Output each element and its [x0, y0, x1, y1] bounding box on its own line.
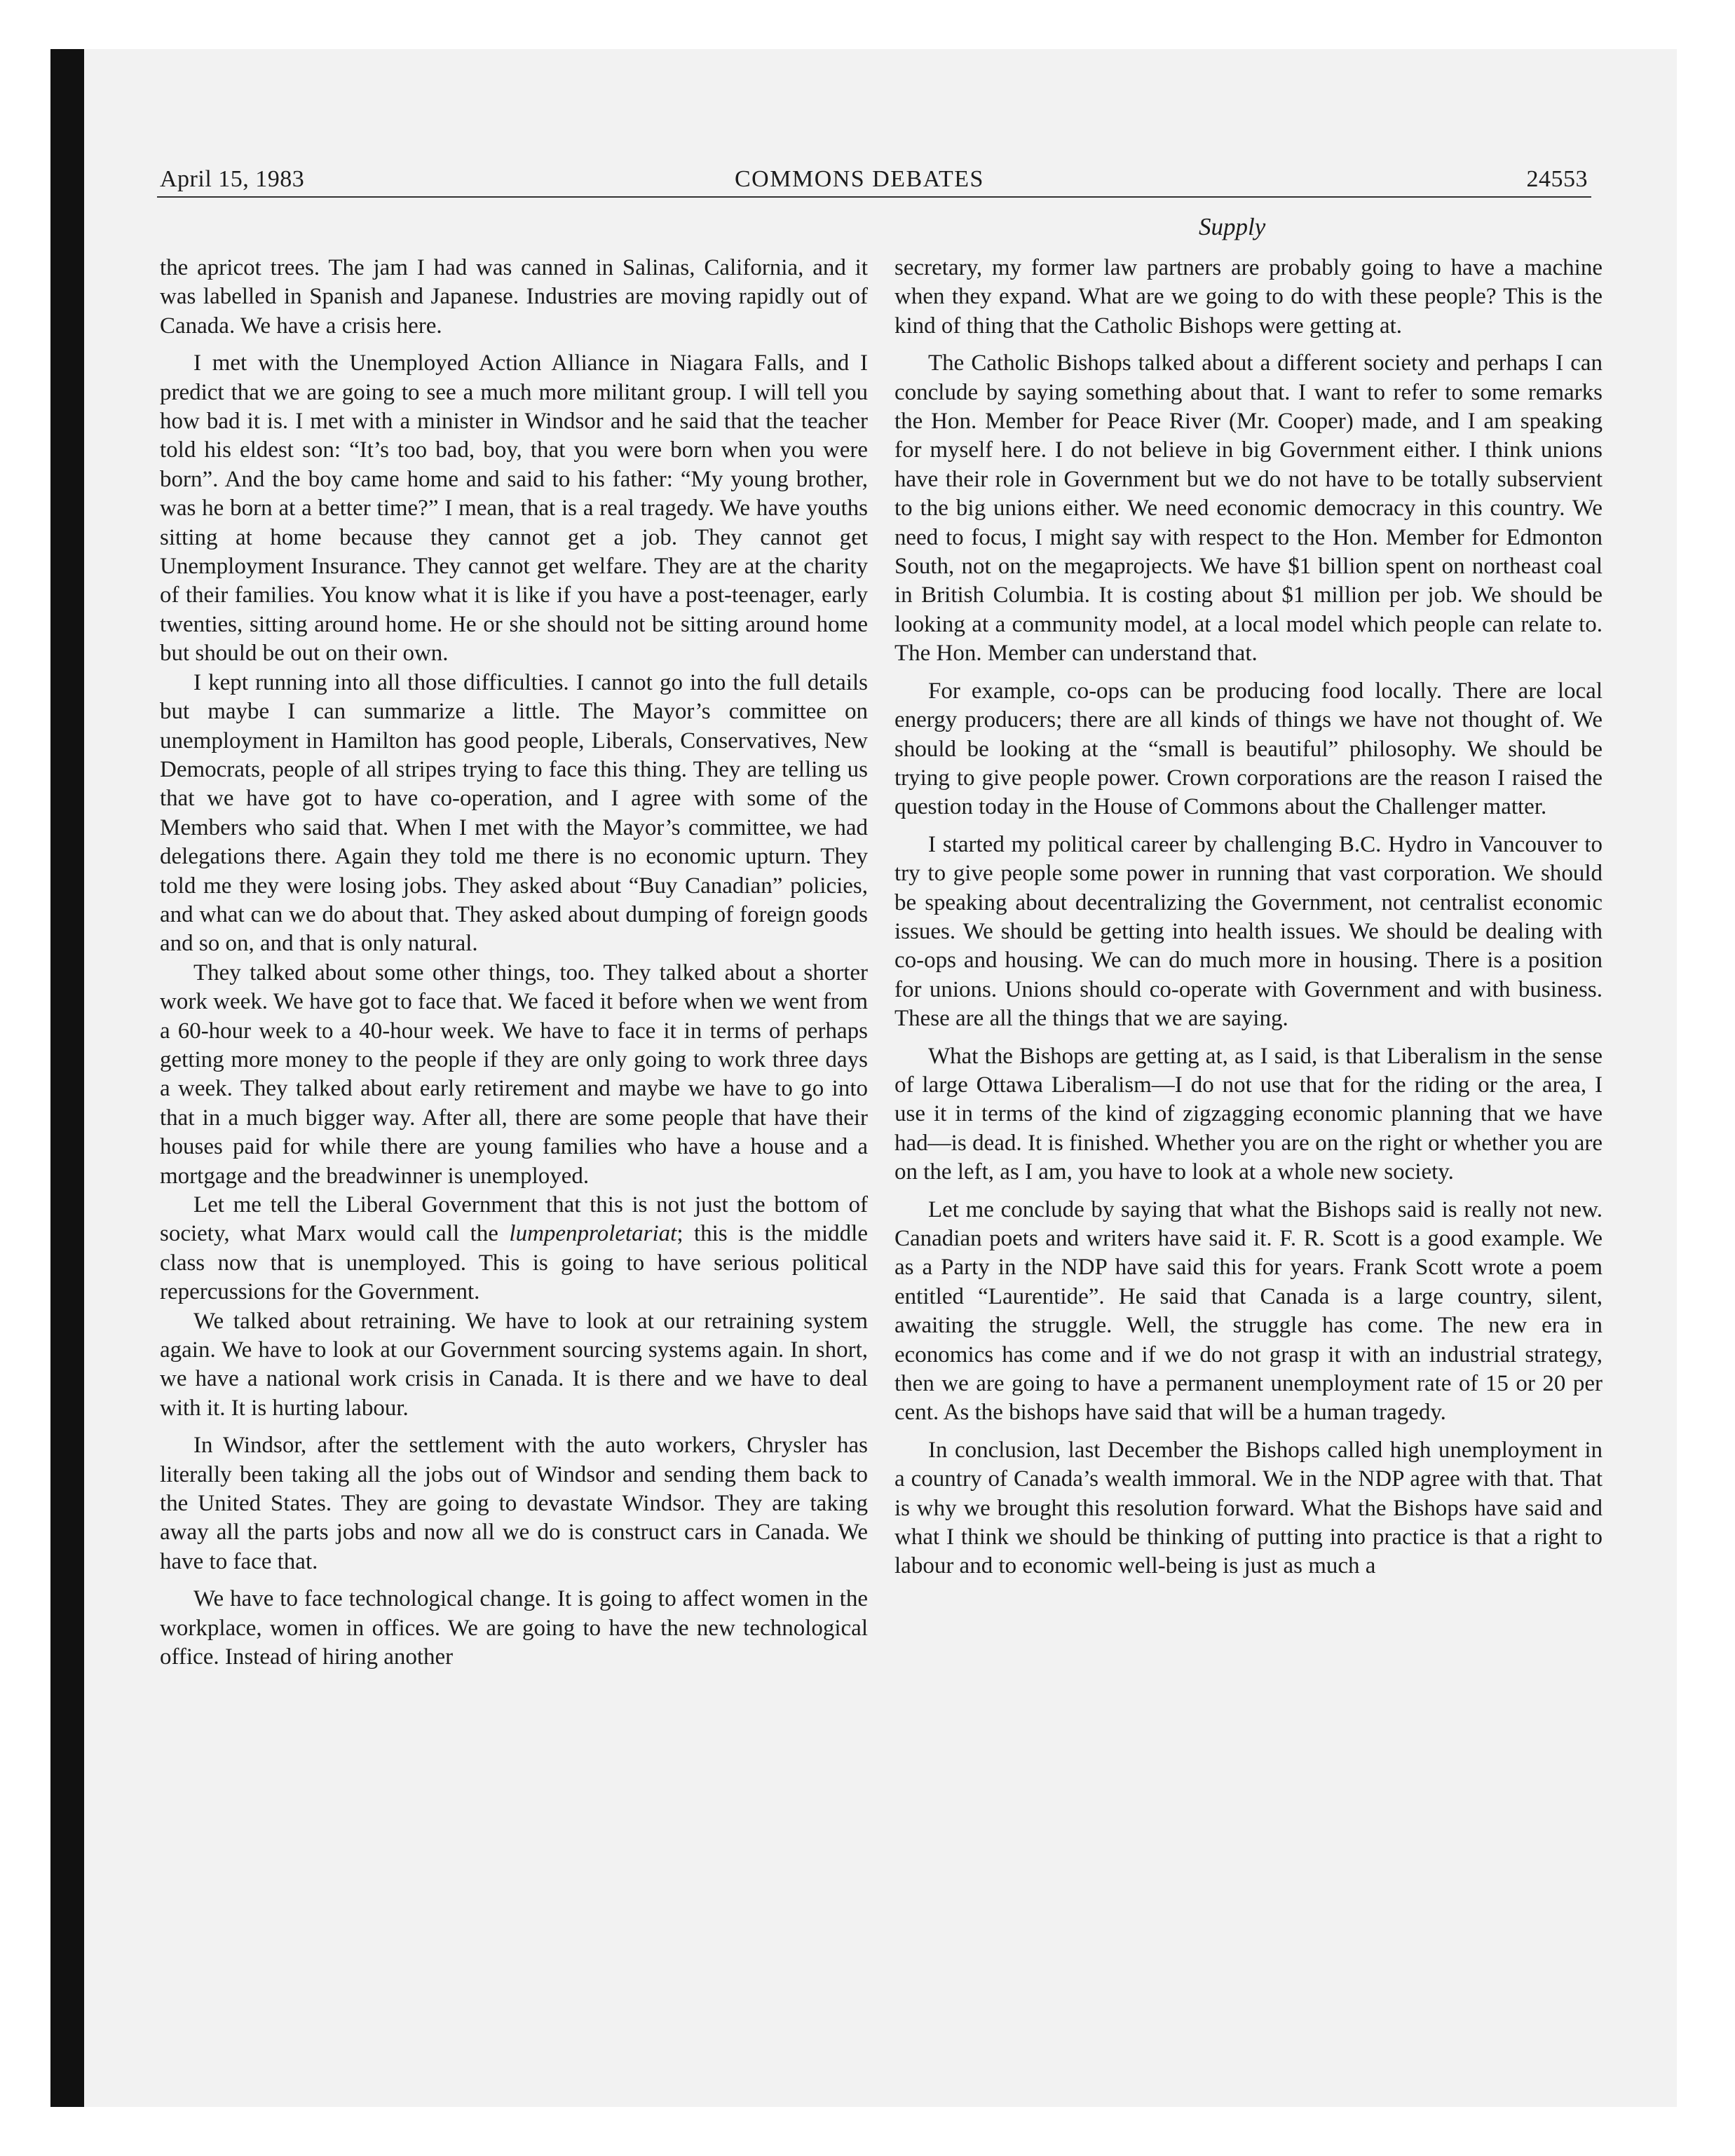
paragraph: We talked about retraining. We have to look at our retraining system again. We have to look at our Government sourcing systems again. In short, we have a national work crisis in Canada. It is there and we have to deal with it. It is hurting labour. — [160, 1308, 868, 1421]
paragraph-text: Let me tell the Liberal Government that this is not just the bottom of society, what Marx would call the — [160, 1192, 868, 1247]
header-rule — [157, 196, 1591, 198]
header-page-number: 24553 — [1526, 166, 1588, 192]
paragraph-text: ; this is the middle class now that is unemployed. This is going to have serious political repercussions for the Government. — [160, 1221, 869, 1305]
right-column — [894, 254, 1603, 1590]
paragraph: the apricot trees. The jam I had was canned in Salinas, California, and it was labelled in Spanish and Japanese. Industries are moving rapidly out of Canada. We have a crisis here. — [160, 255, 868, 339]
paragraph: secretary, my former law partners are probably going to have a machine when they expand. What are we going to do with these people? This is the kind of thing that the Catholic Bishops were getting at. — [894, 255, 1603, 339]
paragraph: We have to face technological change. It is going to affect women in the workplace, women in offices. We are going to have the new technological office. Instead of hiring another — [160, 1586, 868, 1670]
paragraph — [160, 1191, 868, 1307]
paragraph: For example, co-ops can be producing food locally. There are local energy producers; there are all kinds of things we have not thought of. We should be looking at the “small is beautiful” philosophy. We should be trying to give people power. Crown corporations are the reason I raised the question today in the House of Commons about the Challenger matter. — [894, 678, 1603, 820]
paragraph: The Catholic Bishops talked about a different society and perhaps I can conclude by saying something about that. I want to refer to some remarks the Hon. Member for Peace River (Mr. Cooper) made, and I am speaking for myself here. I do not believe in big Government either. I think unions have their role in Government but we do not have to be totally subservient to the big unions either. We need economic democracy in this country. We need to focus, I might say with respect to the Hon. Member for Edmonton South, not on the megaprojects. We have $1 billion spent on northeast coal in British Columbia. It is costing about $1 million per job. We should be looking at a community model, at a local model which people can relate to. The Hon. Member can understand that. — [894, 350, 1603, 667]
paragraph: They talked about some other things, too. They talked about a shorter work week. We have got to face that. We faced it before when we went from a 60-hour week to a 40-hour week. We have to face it in terms of perhaps getting more money to the people if they are only going to work three days a week. They talked about early retirement and maybe we have to go into that in a much bigger way. After all, there are some people that have their houses paid for while there are young families who have a house and a mortgage and the breadwinner is unemployed. — [160, 960, 868, 1189]
italic-term: lumpenproletariat — [509, 1221, 677, 1247]
paragraph: I kept running into all those difficulties. I cannot go into the full details but maybe I can summarize a little. The Mayor’s committee on unemployment in Hamilton has good people, Liberals, Conservatives, New Democrats, people of all stripes trying to face this thing. They are telling us that we have got to have co-operation, and I agree with some of the Members who said that. When I met with the Mayor’s committee, we had delegations there. Again they told me there is no economic upturn. They told me they were losing jobs. They asked about “Buy Canadian” policies, and what can we do about that. They asked about dumping of foreign goods and so on, and that is only natural. — [160, 669, 868, 957]
header-title: COMMONS DEBATES — [735, 166, 984, 192]
paragraph: What the Bishops are getting at, as I said, is that Liberalism in the sense of large Ottawa Liberalism—I do not use that for the riding or the area, I use it in terms of the kind of zigzagging economic planning that we have had—is dead. It is finished. Whether you are on the right or whether you are on the left, as I am, you have to look at a whole new society. — [894, 1043, 1603, 1185]
scan-edge-bar — [50, 49, 84, 2107]
paragraph: In conclusion, last December the Bishops called high unemployment in a country of Canada’s wealth immoral. We in the NDP agree with that. That is why we brought this resolution forward. What the Bishops have said and what I think we should be thinking of putting into practice is that a right to labour and to economic well-being is just as much a — [894, 1437, 1603, 1579]
paragraph: I started my political career by challenging B.C. Hydro in Vancouver to try to give people some power in running that vast corporation. We should be speaking about decentralizing the Government, not centralist economic issues. We should be getting into health issues. We should be dealing with co-ops and housing. We can do much more in housing. There is a position for unions. Unions should co-operate with Government and with business. These are all the things that we are saying. — [894, 831, 1603, 1032]
paragraph: Let me conclude by saying that what the Bishops said is really not new. Canadian poets and writers have said it. F. R. Scott is a good example. We as a Party in the NDP have said this for years. Frank Scott wrote a poem entitled “Laurentide”. He said that Canada is a large country, silent, awaiting the struggle. Well, the struggle has come. The new era in economics has come and if we do not grasp it with an industrial strategy, then we are going to have a permanent unemployment rate of 15 or 20 per cent. As the bishops have said that will be a human tragedy. — [894, 1196, 1603, 1426]
left-column — [160, 254, 868, 1681]
section-heading: Supply — [1199, 213, 1266, 240]
paragraph: I met with the Unemployed Action Alliance in Niagara Falls, and I predict that we are going to see a much more militant group. I will tell you how bad it is. I met with a minister in Windsor and he said that the teacher told his eldest son: “It’s too bad, boy, that you were born when you were born”. And the boy came home and said to his father: “My young brother, was he born at a better time?” I mean, that is a real tragedy. We have youths sitting at home because they cannot get a job. They cannot get Unemployment Insurance. They cannot get welfare. They are at the charity of their families. You know what it is like if you have a post-teenager, early twenties, sitting around home. He or she should not be sitting around home but should be out on their own. — [160, 350, 868, 667]
paragraph: In Windsor, after the settlement with the auto workers, Chrysler has literally been taking all the jobs out of Windsor and sending them back to the United States. They are going to devastate Windsor. They are taking away all the parts jobs and now all we do is construct cars in Canada. We have to face that. — [160, 1433, 868, 1574]
header-date: April 15, 1983 — [160, 166, 305, 192]
